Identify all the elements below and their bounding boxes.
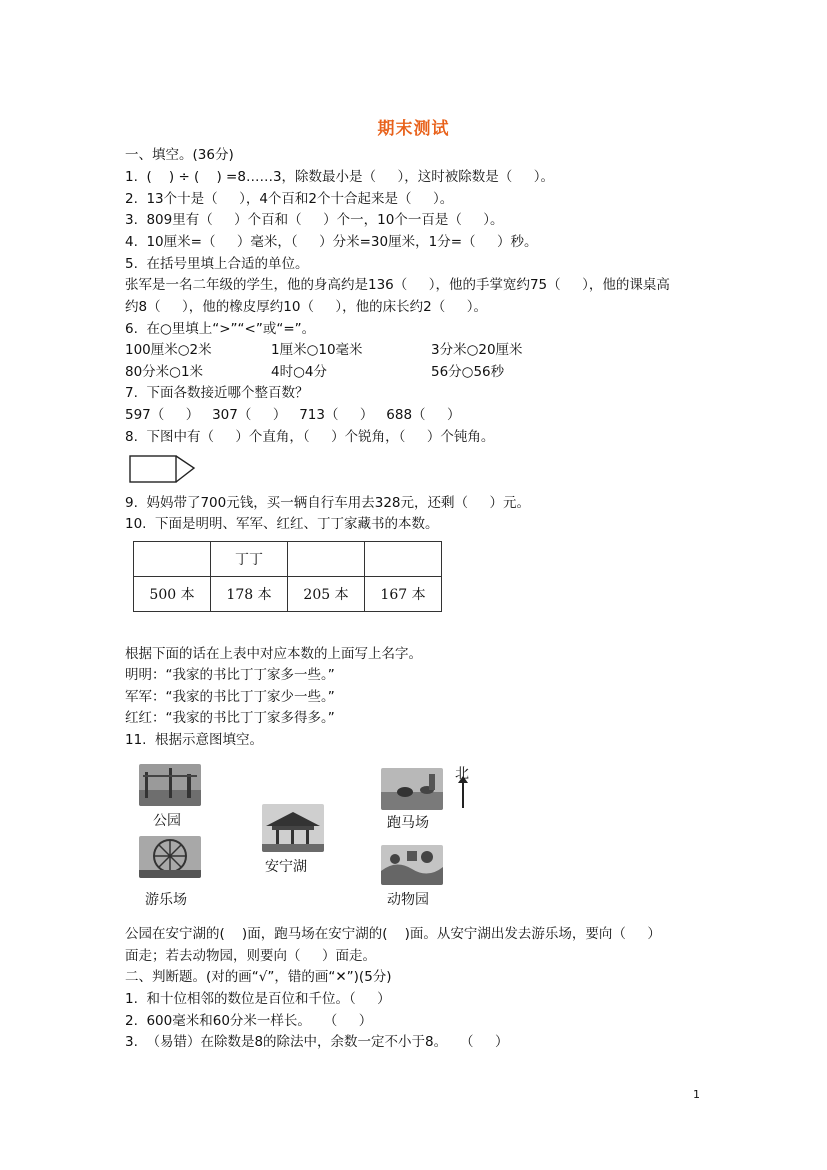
question-7: 7. 下面各数接近哪个整百数？ [125, 385, 309, 401]
table-cell-name[interactable] [134, 542, 211, 577]
question-2: 2. 13个十是（ ），4个百和2个十合起来是（ ）。 [125, 191, 454, 207]
question-5: 5. 在括号里填上合适的单位。 [125, 256, 309, 272]
angle-figure [128, 453, 198, 485]
question-6: 6. 在○里填上“>”“<”或“=”。 [125, 321, 316, 337]
zoo-label: 动物园 [387, 892, 429, 908]
table-cell-name: 丁丁 [211, 542, 288, 577]
north-arrow-icon [462, 782, 464, 808]
question-5-line2: 约8（ ），他的橡皮厚约10（ ），他的床长约2（ ）。 [125, 299, 487, 315]
compare-item: 100厘米○2米 [125, 342, 212, 358]
judge-question-3: 3. （易错）在除数是8的除法中，余数一定不小于8。 （ ） [125, 1034, 509, 1050]
compare-item: 3分米○20厘米 [431, 342, 523, 358]
lake-label: 安宁湖 [265, 859, 307, 875]
question-11-line2: 面走；若去动物园，则要向（ ）面走。 [125, 948, 376, 964]
mingming-statement: 明明：“我家的书比丁丁家多一些。” [125, 667, 335, 683]
table-row [134, 542, 442, 577]
question-3: 3. 809里有（ ）个百和（ ）个一，10个一百是（ ）。 [125, 212, 504, 228]
compare-item: 80分米○1米 [125, 364, 204, 380]
park-label: 公园 [153, 813, 181, 829]
question-1: 1. ( ) ÷ ( ) =8……3，除数最小是（ ），这时被除数是（ ）。 [125, 169, 554, 185]
judge-question-2: 2. 600毫米和60分米一样长。 （ ） [125, 1013, 373, 1029]
lake-pavilion-image [262, 804, 324, 852]
junjun-statement: 军军：“我家的书比丁丁家少一些。” [125, 689, 335, 705]
north-label: 北 [455, 766, 469, 782]
question-7-items: 597（ ） 307（ ） 713（ ） 688（ ） [125, 407, 461, 423]
table-cell-count: 178 本 [211, 577, 288, 612]
question-8: 8. 下图中有（ ）个直角，（ ）个锐角，（ ）个钝角。 [125, 429, 495, 445]
question-10: 10. 下面是明明、军军、红红、丁丁家藏书的本数。 [125, 516, 439, 532]
racecourse-label: 跑马场 [387, 815, 429, 831]
table-cell-name[interactable] [288, 542, 365, 577]
compare-item: 1厘米○10毫米 [271, 342, 363, 358]
table-cell-count: 500 本 [134, 577, 211, 612]
table-cell-count: 167 本 [365, 577, 442, 612]
honghong-statement: 红红：“我家的书比丁丁家多得多。” [125, 710, 335, 726]
zoo-image [381, 845, 443, 885]
table-row [134, 577, 442, 612]
judge-question-1: 1. 和十位相邻的数位是百位和千位。（ ） [125, 991, 391, 1007]
section2-heading: 二、判断题。(对的画“√”，错的画“✕”)(5分) [125, 969, 392, 985]
compare-item: 56分○56秒 [431, 364, 505, 380]
table-cell-name[interactable] [365, 542, 442, 577]
racecourse-image [381, 768, 443, 810]
question-11: 11. 根据示意图填空。 [125, 732, 264, 748]
section1-heading: 一、填空。(36分) [125, 147, 234, 163]
park-image [139, 764, 201, 806]
amusement-label: 游乐场 [145, 892, 187, 908]
book-count-table [133, 541, 442, 612]
question-9: 9. 妈妈带了700元钱，买一辆自行车用去328元，还剩（ ）元。 [125, 495, 530, 511]
question-5-line1: 张军是一名二年级的学生，他的身高约是136（ ），他的手掌宽约75（ ），他的课桌高 [125, 277, 670, 293]
amusement-park-image [139, 836, 201, 878]
question-4: 4. 10厘米=（ ）毫米，（ ）分米=30厘米，1分=（ ）秒。 [125, 234, 538, 250]
question-11-line1: 公园在安宁湖的( )面，跑马场在安宁湖的( )面。从安宁湖出发去游乐场，要向（ ） [125, 926, 661, 942]
page-number: 1 [693, 1088, 700, 1101]
page-title: 期末测试 [377, 119, 450, 139]
table-cell-count: 205 本 [288, 577, 365, 612]
question-10-prompt: 根据下面的话在上表中对应本数的上面写上名字。 [125, 646, 422, 662]
compare-item: 4时○4分 [271, 364, 327, 380]
